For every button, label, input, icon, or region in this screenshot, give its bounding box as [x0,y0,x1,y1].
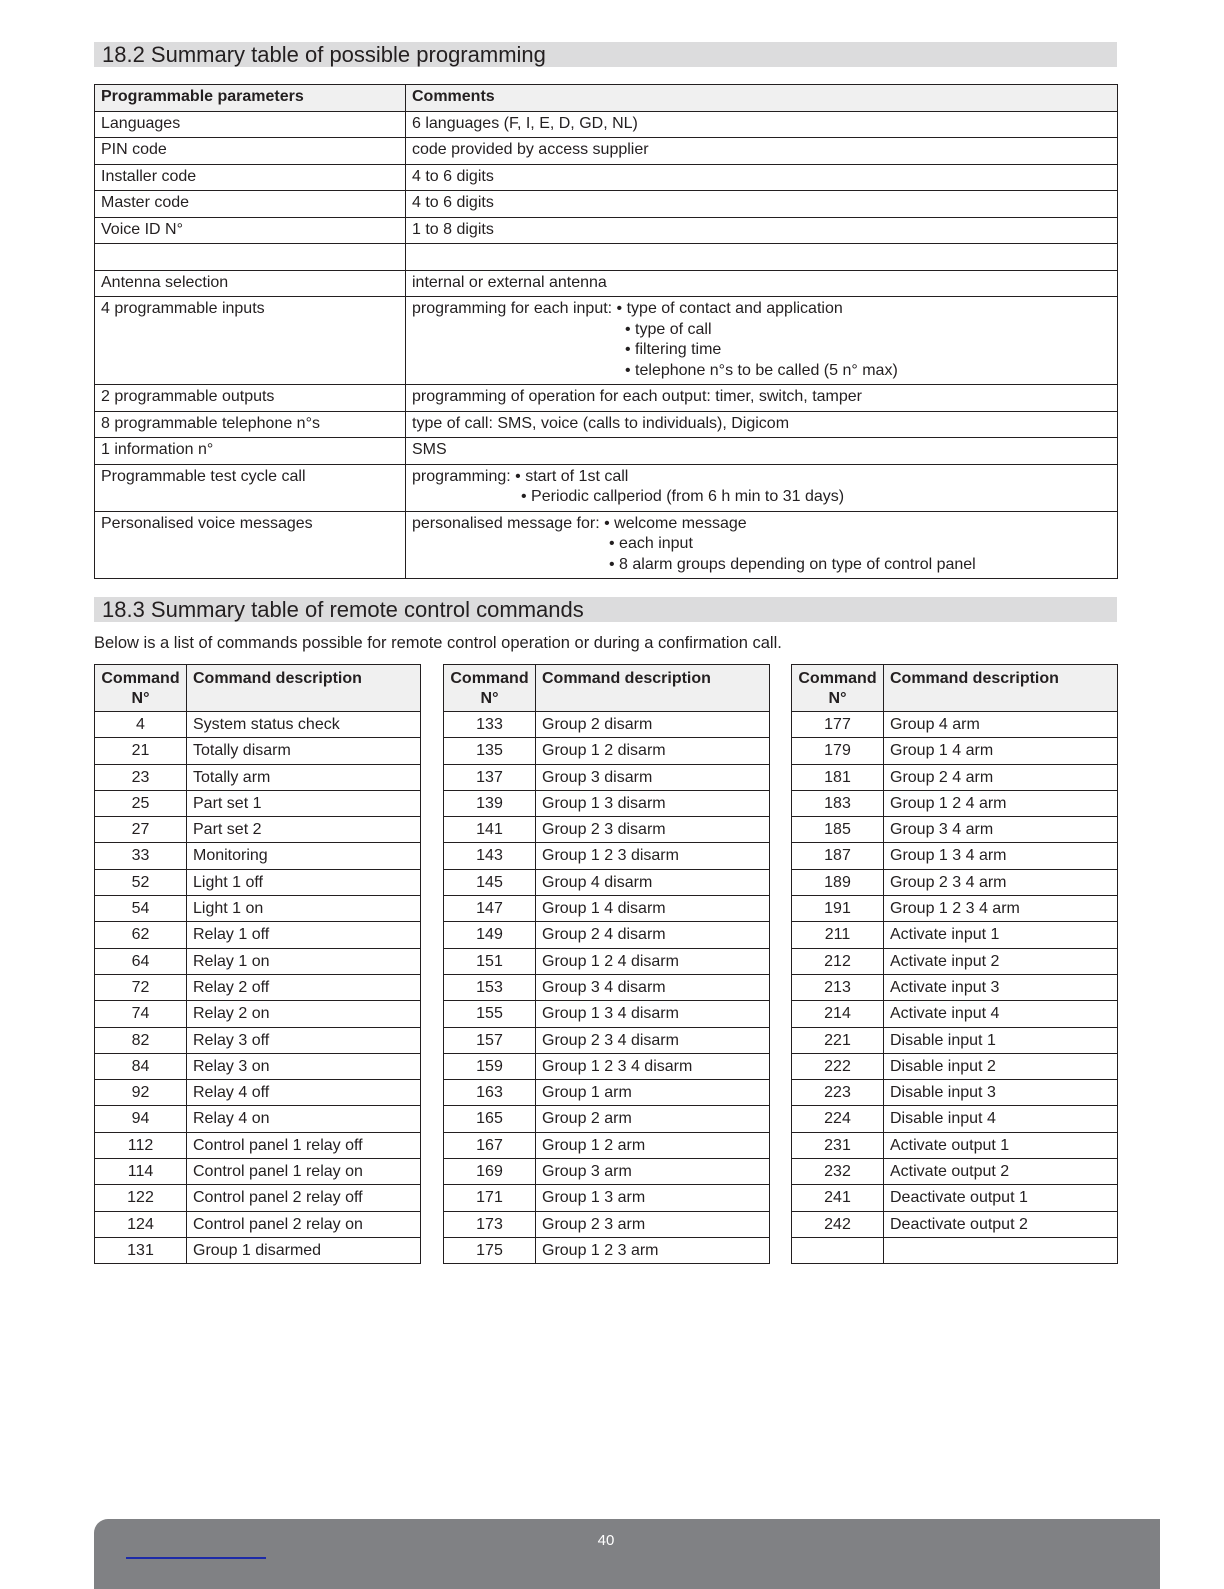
table-row [95,244,1118,271]
page-footer [94,1519,1160,1589]
comment-cell [406,244,1118,271]
comment-cell [406,111,1118,138]
header-parameters: Programmable parameters [95,85,406,112]
section-intro: Below is a list of commands possible for remote control operation or during a confirmation call. [94,634,782,652]
parameter-cell [95,244,406,271]
command-description: Relay 4 off [187,1080,421,1106]
comment-line: code provided by access supplier [412,141,649,158]
comment-line: type of call: SMS, voice (calls to individuals), Digicom [412,414,790,432]
command-number: 241 [792,1185,884,1211]
table-row [95,1159,421,1185]
comment-line: programming of operation for each output: timer, switch, tamper [412,388,862,405]
comment-cell [406,138,1118,165]
command-description: Group 4 disarm [536,869,770,895]
command-description: Activate output 2 [884,1159,1118,1185]
command-number: 54 [95,896,187,922]
comment-cell [406,217,1118,244]
command-description: Light 1 on [187,896,421,922]
command-description: Activate input 1 [884,922,1118,948]
table-row [444,1185,770,1211]
command-number: 147 [444,896,536,922]
table-row [444,738,770,764]
command-number: 163 [444,1080,536,1106]
table-header-row [444,665,770,712]
command-description: Relay 1 on [187,948,421,974]
table-row [444,1159,770,1185]
table-row [444,1027,770,1053]
parameter-cell: 4 programmable inputs [95,297,406,385]
header-text: Command N° [450,670,529,707]
command-number: 175 [444,1237,536,1263]
command-number: 212 [792,948,884,974]
comment-line: programming: • start of 1st call [412,467,629,485]
command-number: 122 [95,1185,187,1211]
command-number: 242 [792,1211,884,1237]
command-number: 155 [444,1001,536,1027]
command-description: Relay 2 off [187,974,421,1000]
command-description: Group 1 2 3 disarm [536,843,770,869]
command-number: 222 [792,1053,884,1079]
command-description: Group 2 3 4 arm [884,869,1118,895]
command-description: System status check [187,712,421,738]
table-row [792,764,1118,790]
header-command-description: Command description [884,665,1118,712]
comment-line [412,246,1111,267]
page-number: 40 [597,1532,615,1549]
comment-cell [406,411,1118,438]
command-number: 231 [792,1132,884,1158]
table-row [444,869,770,895]
comment-line: 1 to 8 digits [412,220,494,238]
command-description: Activate input 4 [884,1001,1118,1027]
command-number: 72 [95,974,187,1000]
parameter-cell: Languages [95,111,406,138]
command-number: 171 [444,1185,536,1211]
command-number: 114 [95,1159,187,1185]
command-description: Part set 1 [187,790,421,816]
command-number: 64 [95,948,187,974]
header-command-number [95,665,187,712]
table-row [792,1080,1118,1106]
table-row [95,1185,421,1211]
command-description: Relay 1 off [187,922,421,948]
comment-line: • telephone n°s to be called (5 n° max) [625,361,898,379]
header-command-number [444,665,536,712]
command-number: 223 [792,1080,884,1106]
table-row [792,1237,1118,1263]
table-row [792,790,1118,816]
command-description: Group 1 3 arm [536,1185,770,1211]
comment-cell [406,438,1118,465]
command-description: Relay 3 on [187,1053,421,1079]
command-description: Group 1 2 3 arm [536,1237,770,1263]
table-row [444,1237,770,1263]
command-number: 137 [444,764,536,790]
parameter-cell: PIN code [95,138,406,165]
command-number: 74 [95,1001,187,1027]
command-number: 177 [792,712,884,738]
table-row [95,1106,421,1132]
command-number: 165 [444,1106,536,1132]
table-row [95,790,421,816]
command-description: Group 1 4 disarm [536,896,770,922]
command-description: Group 3 disarm [536,764,770,790]
command-number: 179 [792,738,884,764]
comment-line: • each input [609,535,693,552]
table-row [792,922,1118,948]
table-row [792,1027,1118,1053]
table-row [95,217,1118,244]
table-row [95,843,421,869]
table-row [95,974,421,1000]
command-number: 131 [95,1237,187,1263]
footer-link-line [126,1557,266,1559]
table-row [792,1159,1118,1185]
command-description: Group 1 3 disarm [536,790,770,816]
header-comments: Comments [406,85,1118,112]
command-number: 183 [792,790,884,816]
command-description: Disable input 1 [884,1027,1118,1053]
table-row [95,385,1118,412]
command-number: 139 [444,790,536,816]
comment-line: 4 to 6 digits [412,194,494,211]
commands-table-2 [443,664,770,1264]
comment-cell [406,191,1118,218]
table-row [95,138,1118,165]
command-description: Group 4 arm [884,712,1118,738]
command-number: 21 [95,738,187,764]
table-header-row [95,85,1118,112]
command-description: Deactivate output 1 [884,1185,1118,1211]
command-number: 84 [95,1053,187,1079]
command-description: Group 1 2 3 4 arm [884,896,1118,922]
command-number: 159 [444,1053,536,1079]
command-number: 181 [792,764,884,790]
command-number: 191 [792,896,884,922]
command-description: Part set 2 [187,817,421,843]
command-description: Relay 3 off [187,1027,421,1053]
command-number: 33 [95,843,187,869]
header-command-description: Command description [187,665,421,712]
table-row [444,1106,770,1132]
command-description: Group 2 3 4 disarm [536,1027,770,1053]
command-description: Disable input 2 [884,1053,1118,1079]
command-number: 185 [792,817,884,843]
table-row [792,843,1118,869]
command-number: 25 [95,790,187,816]
command-number [792,1237,884,1263]
table-row [444,922,770,948]
command-number: 187 [792,843,884,869]
table-row [792,1053,1118,1079]
command-description: Group 1 4 arm [884,738,1118,764]
parameter-cell: 1 information n° [95,438,406,465]
commands-table-3 [791,664,1118,1264]
command-description: Control panel 2 relay on [187,1211,421,1237]
command-number: 169 [444,1159,536,1185]
table-row [95,712,421,738]
parameter-cell: Programmable test cycle call [95,464,406,511]
table-row [95,270,1118,297]
table-row [792,738,1118,764]
command-description: Group 2 arm [536,1106,770,1132]
command-description: Group 2 3 arm [536,1211,770,1237]
command-description: Group 1 3 4 arm [884,843,1118,869]
command-description: Disable input 3 [884,1080,1118,1106]
command-number: 133 [444,712,536,738]
parameter-cell: Antenna selection [95,270,406,297]
table-row [792,896,1118,922]
section-18-2-title: 18.2 Summary table of possible programming [94,42,1117,67]
table-row [792,1106,1118,1132]
table-row [95,1211,421,1237]
command-description: Relay 4 on [187,1106,421,1132]
table-row [95,764,421,790]
command-number: 157 [444,1027,536,1053]
command-number: 173 [444,1211,536,1237]
command-number: 167 [444,1132,536,1158]
table-row [444,1001,770,1027]
table-row [444,843,770,869]
command-number: 141 [444,817,536,843]
table-row [444,764,770,790]
command-number: 232 [792,1159,884,1185]
command-description: Group 1 2 4 disarm [536,948,770,974]
table-row [444,896,770,922]
table-row [95,817,421,843]
table-row [95,1053,421,1079]
command-number: 52 [95,869,187,895]
table-row [95,191,1118,218]
table-row [95,111,1118,138]
command-description: Group 1 disarmed [187,1237,421,1263]
command-number: 112 [95,1132,187,1158]
command-description: Group 1 2 3 4 disarm [536,1053,770,1079]
command-description: Group 3 4 disarm [536,974,770,1000]
comment-cell [406,511,1118,579]
table-row [444,1053,770,1079]
table-row [95,297,1118,385]
comment-cell [406,297,1118,385]
command-description: Group 1 2 arm [536,1132,770,1158]
table-row [444,1080,770,1106]
command-number: 151 [444,948,536,974]
command-number: 213 [792,974,884,1000]
header-text: Command N° [798,670,877,707]
comment-line: internal or external antenna [412,273,607,291]
table-row [792,712,1118,738]
programming-summary-table [94,84,1118,579]
command-description: Activate output 1 [884,1132,1118,1158]
table-row [95,1001,421,1027]
command-number: 149 [444,922,536,948]
command-description: Light 1 off [187,869,421,895]
table-row [792,1185,1118,1211]
command-number: 92 [95,1080,187,1106]
parameter-cell: 2 programmable outputs [95,385,406,412]
table-row [444,790,770,816]
command-number: 221 [792,1027,884,1053]
command-number: 94 [95,1106,187,1132]
comment-line: • 8 alarm groups depending on type of control panel [609,555,976,573]
comment-cell [406,164,1118,191]
table-row [792,1211,1118,1237]
table-row [792,974,1118,1000]
command-description: Deactivate output 2 [884,1211,1118,1237]
comment-line: programming for each input: • type of contact and application [412,300,843,317]
command-description: Group 1 3 4 disarm [536,1001,770,1027]
header-text: Command N° [101,670,180,707]
command-description: Control panel 1 relay off [187,1132,421,1158]
command-description: Activate input 2 [884,948,1118,974]
table-row [95,869,421,895]
command-description: Monitoring [187,843,421,869]
commands-table-1 [94,664,421,1264]
comment-cell [406,385,1118,412]
command-number: 124 [95,1211,187,1237]
command-number: 143 [444,843,536,869]
section-18-3-title: 18.3 Summary table of remote control commands [94,597,1117,622]
table-row [95,1237,421,1263]
command-number: 145 [444,869,536,895]
comment-line: • type of call [625,320,712,338]
table-row [95,164,1118,191]
command-description: Relay 2 on [187,1001,421,1027]
table-row [444,948,770,974]
command-description: Disable input 4 [884,1106,1118,1132]
table-row [95,738,421,764]
table-row [95,438,1118,465]
command-number: 224 [792,1106,884,1132]
table-row [792,869,1118,895]
table-row [444,712,770,738]
table-row [95,1080,421,1106]
comment-cell [406,270,1118,297]
command-description: Group 2 3 disarm [536,817,770,843]
comment-line: 6 languages (F, I, E, D, GD, NL) [412,114,638,132]
comment-line: • Periodic callperiod (from 6 h min to 31 days) [521,488,845,505]
command-description: Group 3 4 arm [884,817,1118,843]
comment-line: personalised message for: • welcome message [412,514,747,532]
command-number: 153 [444,974,536,1000]
command-description: Totally arm [187,764,421,790]
command-description [884,1237,1118,1263]
parameter-cell: Voice ID N° [95,217,406,244]
command-number: 27 [95,817,187,843]
command-description: Totally disarm [187,738,421,764]
command-description: Control panel 1 relay on [187,1159,421,1185]
table-row [95,464,1118,511]
comment-cell [406,464,1118,511]
command-description: Group 2 4 disarm [536,922,770,948]
command-description: Group 2 disarm [536,712,770,738]
table-row [444,1132,770,1158]
header-command-description: Command description [536,665,770,712]
command-number: 82 [95,1027,187,1053]
table-row [792,1132,1118,1158]
table-header-row [792,665,1118,712]
parameter-cell: Personalised voice messages [95,511,406,579]
table-row [95,896,421,922]
header-command-number [792,665,884,712]
table-row [95,1027,421,1053]
table-row [95,511,1118,579]
comment-line: SMS [412,441,447,458]
command-number: 135 [444,738,536,764]
table-row [792,948,1118,974]
command-description: Group 1 2 disarm [536,738,770,764]
table-header-row [95,665,421,712]
command-number: 4 [95,712,187,738]
command-description: Group 2 4 arm [884,764,1118,790]
command-number: 211 [792,922,884,948]
table-row [444,974,770,1000]
command-number: 189 [792,869,884,895]
command-number: 214 [792,1001,884,1027]
command-number: 23 [95,764,187,790]
table-row [95,1132,421,1158]
comment-line: 4 to 6 digits [412,167,494,185]
command-description: Group 3 arm [536,1159,770,1185]
table-row [444,1211,770,1237]
parameter-cell: Master code [95,191,406,218]
parameter-cell: 8 programmable telephone n°s [95,411,406,438]
command-number: 62 [95,922,187,948]
comment-line: • filtering time [625,341,722,358]
table-row [95,922,421,948]
command-description: Control panel 2 relay off [187,1185,421,1211]
parameter-cell: Installer code [95,164,406,191]
table-row [95,411,1118,438]
command-description: Group 1 2 4 arm [884,790,1118,816]
table-row [792,1001,1118,1027]
table-row [444,817,770,843]
table-row [95,948,421,974]
command-description: Group 1 arm [536,1080,770,1106]
command-description: Activate input 3 [884,974,1118,1000]
table-row [792,817,1118,843]
